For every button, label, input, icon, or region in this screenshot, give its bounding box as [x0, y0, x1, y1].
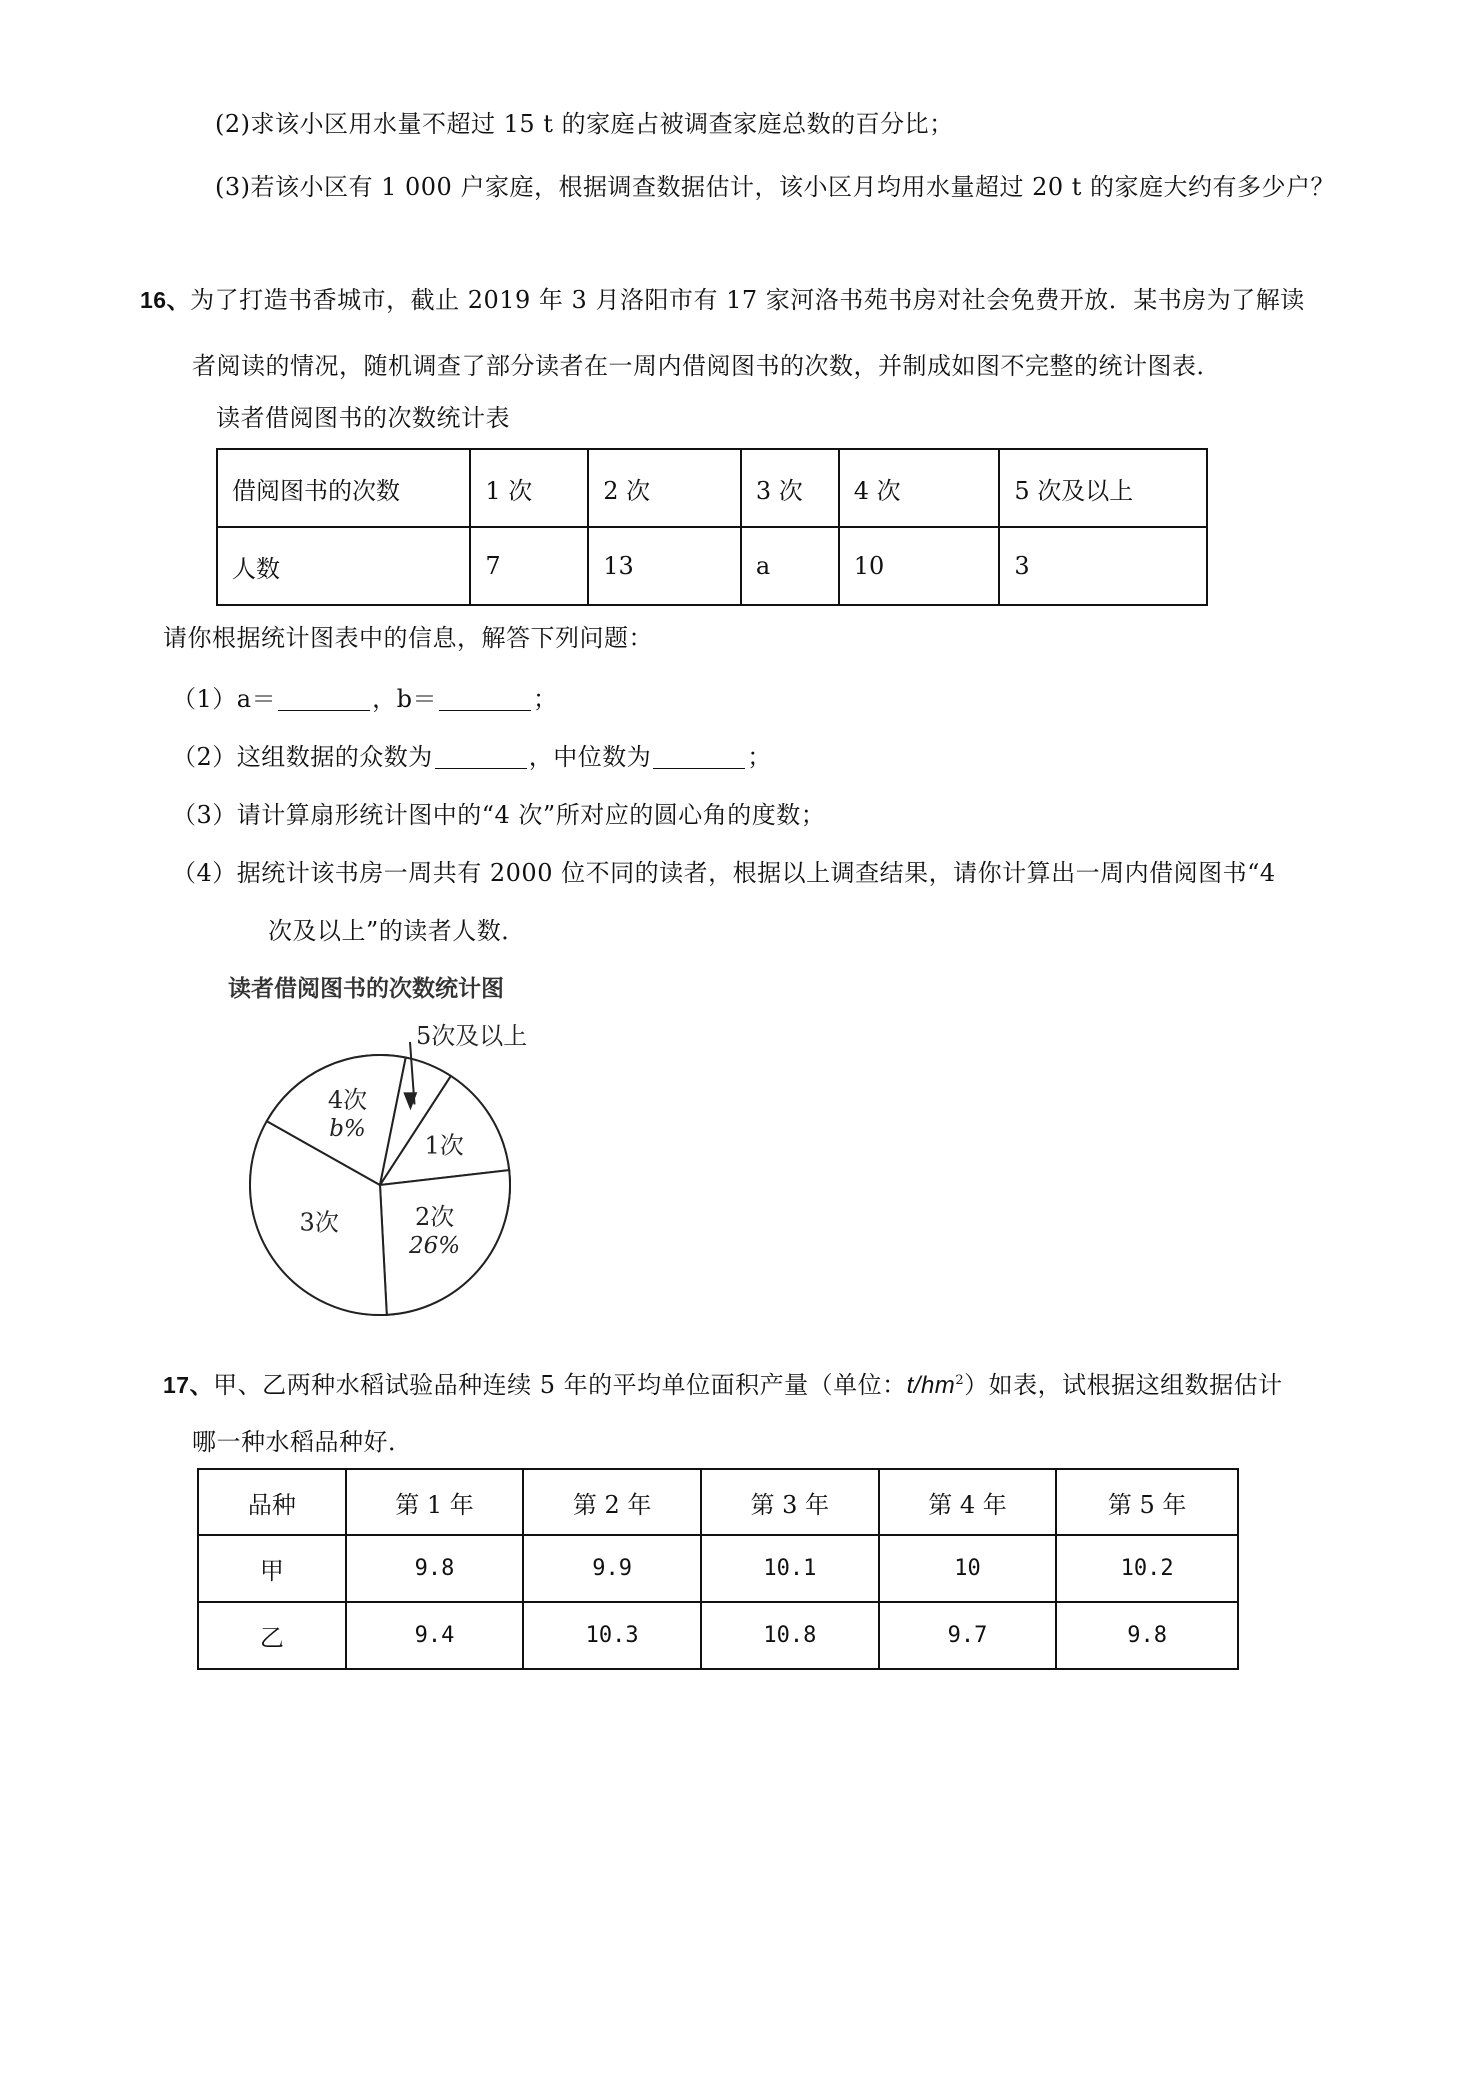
q16-table-data-row	[217, 527, 1207, 605]
q15-part3: (3)若该小区有 1 000 户家庭，根据调查数据估计，该小区月均用水量超过 20 t 的家庭大约有多少户？	[215, 173, 1336, 201]
q16-stem-line1	[140, 284, 1305, 316]
answer-blank-b[interactable]	[439, 684, 531, 711]
q16-sub4-line1: （4）据统计该书房一周共有 2000 位不同的读者，根据以上调查结果，请你计算出一周内借阅图书“4	[172, 859, 1276, 887]
q17-header-cell: 第 2 年	[523, 1469, 701, 1535]
q16-data-cell: 7	[470, 527, 588, 605]
q17-yield-cell: 10.8	[701, 1602, 879, 1669]
q16-data-cell: a	[741, 527, 839, 605]
q16-sub2-mid: ，中位数为	[528, 743, 652, 771]
q17-yield-cell: 10.1	[701, 1535, 879, 1602]
q17-table-header-row	[198, 1469, 1238, 1535]
q17-variety-cell: 甲	[198, 1535, 346, 1602]
answer-blank-mode[interactable]	[435, 742, 527, 769]
q16-table-caption: 读者借阅图书的次数统计表	[216, 404, 510, 432]
q16-sub1	[172, 683, 557, 715]
q16-sub3: （3）请计算扇形统计图中的“4 次”所对应的圆心角的度数；	[172, 801, 826, 829]
pie-slice-percent: b%	[329, 1116, 366, 1143]
q17-yield-cell: 9.8	[1056, 1602, 1238, 1669]
q17-header-cell: 第 4 年	[879, 1469, 1057, 1535]
q15-part2: (2)求该小区用水量不超过 15 t 的家庭占被调查家庭总数的百分比；	[215, 110, 954, 138]
q16-data-cell: 人数	[217, 527, 470, 605]
q17-yield-cell: 9.4	[346, 1602, 524, 1669]
q16-sub2	[172, 741, 772, 773]
answer-blank-median[interactable]	[653, 742, 745, 769]
q17-header-cell: 品种	[198, 1469, 346, 1535]
q16-data-cell: 3	[999, 527, 1207, 605]
q17-unit: t/hm	[906, 1372, 956, 1399]
q17-yield-cell: 10	[879, 1535, 1057, 1602]
q16-sub1-mid: ，b＝	[372, 685, 437, 713]
q16-header-cell: 借阅图书的次数	[217, 449, 470, 527]
q16-sub1-end: ；	[532, 685, 558, 713]
q16-data-cell: 10	[839, 527, 1000, 605]
q16-header-cell: 4 次	[839, 449, 1000, 527]
q17-variety-cell: 乙	[198, 1602, 346, 1669]
q16-sub1-prefix: （1）a＝	[172, 685, 277, 713]
q16-borrow-table	[216, 448, 1208, 606]
q17-rice-table	[197, 1468, 1239, 1670]
q16-data-cell: 13	[588, 527, 741, 605]
q16-header-cell: 2 次	[588, 449, 741, 527]
q17-stem-text1b: ）如表，试根据这组数据估计	[964, 1371, 1283, 1399]
q17-number: 17、	[163, 1372, 214, 1398]
q17-stem-line2: 哪一种水稻品种好．	[192, 1428, 413, 1456]
borrow-pie-chart	[220, 1010, 640, 1350]
q17-table-row-yi	[198, 1602, 1238, 1669]
pie-slice-label: 2次	[414, 1203, 455, 1232]
q17-unit-sup: 2	[955, 1373, 965, 1388]
q16-header-cell: 1 次	[470, 449, 588, 527]
pie-slice-percent: 26%	[409, 1233, 461, 1260]
q17-header-cell: 第 3 年	[701, 1469, 879, 1535]
pie-callout-label: 5次及以上	[416, 1022, 528, 1050]
q17-header-cell: 第 1 年	[346, 1469, 524, 1535]
q16-header-cell: 5 次及以上	[999, 449, 1207, 527]
q16-stem-text1: 为了打造书香城市，截止 2019 年 3 月洛阳市有 17 家河洛书苑书房对社会免费开放．某书房为了解读	[190, 286, 1305, 314]
pie-slice-label: 3次	[299, 1208, 339, 1237]
q16-table-header-row	[217, 449, 1207, 527]
q16-stem-line2: 者阅读的情况，随机调查了部分读者在一周内借阅图书的次数，并制成如图不完整的统计图表．	[192, 352, 1221, 380]
q16-sub2-end: ；	[747, 743, 772, 771]
q16-sub2-prefix: （2）这组数据的众数为	[172, 743, 433, 771]
q17-yield-cell: 9.7	[879, 1602, 1057, 1669]
q16-sub4-line2: 次及以上”的读者人数．	[268, 917, 526, 945]
q16-number: 16、	[140, 287, 191, 313]
pie-slice-label: 4次	[327, 1086, 368, 1115]
q17-header-cell: 第 5 年	[1056, 1469, 1238, 1535]
q16-instruction: 请你根据统计图表中的信息，解答下列问题：	[163, 624, 653, 652]
answer-blank-a[interactable]	[278, 684, 370, 711]
q17-yield-cell: 9.9	[523, 1535, 701, 1602]
q16-header-cell: 3 次	[741, 449, 839, 527]
q17-table-row-jia	[198, 1535, 1238, 1602]
pie-slice-label: 1次	[424, 1131, 464, 1160]
pie-chart-title: 读者借阅图书的次数统计图	[228, 976, 504, 1002]
q17-stem-line1	[163, 1365, 1283, 1402]
q17-yield-cell: 10.3	[523, 1602, 701, 1669]
q17-yield-cell: 10.2	[1056, 1535, 1238, 1602]
q17-stem-text1a: 甲、乙两种水稻试验品种连续 5 年的平均单位面积产量（单位：	[213, 1371, 907, 1399]
q17-yield-cell: 9.8	[346, 1535, 524, 1602]
